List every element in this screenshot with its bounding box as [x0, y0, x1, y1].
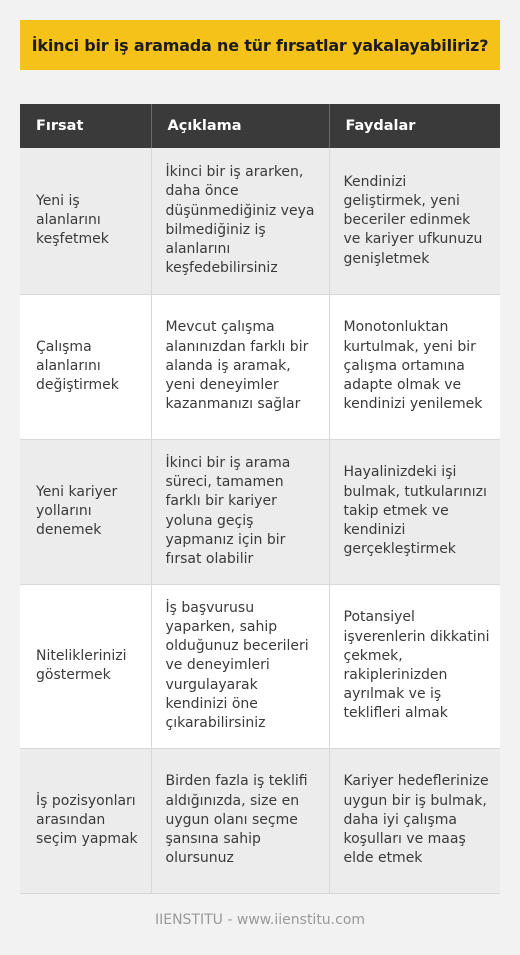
- cell-aciklama: Mevcut çalışma alanınızdan farklı bir alanda iş aramak, yeni deneyimler kazanmanızı sağlar: [151, 294, 329, 439]
- cell-faydalar: Monotonluktan kurtulmak, yeni bir çalışma ortamına adapte olmak ve kendinizi yenilemek: [329, 294, 500, 439]
- cell-faydalar: Potansiyel işverenlerin dikkatini çekmek, rakiplerinizden ayrılmak ve iş teklifleri almak: [329, 584, 500, 748]
- cell-aciklama: İkinci bir iş ararken, daha önce düşünmediğiniz veya bilmediğiniz iş alanlarını keşfedebilirsiniz: [151, 148, 329, 294]
- cell-aciklama: İkinci bir iş arama süreci, tamamen farklı bir kariyer yoluna geçiş yapmanız için bir fırsat olabilir: [151, 439, 329, 584]
- column-header-faydalar: Faydalar: [329, 104, 500, 148]
- table-header-row: [20, 104, 500, 148]
- cell-firsat: Yeni kariyer yollarını denemek: [20, 439, 151, 584]
- cell-aciklama: Birden fazla iş teklifi aldığınızda, size en uygun olanı seçme şansına sahip olursunuz: [151, 748, 329, 893]
- cell-firsat: Çalışma alanlarını değiştirmek: [20, 294, 151, 439]
- footer-credit: IIENSTITU - www.iienstitu.com: [154, 912, 366, 928]
- table-row: [20, 584, 500, 748]
- table-row: [20, 748, 500, 893]
- cell-faydalar: Hayalinizdeki işi bulmak, tutkularınızı takip etmek ve kendinizi gerçekleştirmek: [329, 439, 500, 584]
- column-header-aciklama: Açıklama: [151, 104, 329, 148]
- cell-firsat: İş pozisyonları arasından seçim yapmak: [20, 748, 151, 893]
- cell-aciklama: İş başvurusu yaparken, sahip olduğunuz becerileri ve deneyimleri vurgulayarak kendinizi öne çıkarabilirsiniz: [151, 584, 329, 748]
- page-title: İkinci bir iş aramada ne tür fırsatlar yakalayabiliriz?: [20, 20, 500, 70]
- table-row: [20, 294, 500, 439]
- cell-faydalar: Kariyer hedeflerinize uygun bir iş bulmak, daha iyi çalışma koşulları ve maaş elde etmek: [329, 748, 500, 893]
- cell-faydalar: Kendinizi geliştirmek, yeni beceriler edinmek ve kariyer ufkunuzu genişletmek: [329, 148, 500, 294]
- opportunities-table: [20, 104, 500, 894]
- table-row: [20, 439, 500, 584]
- table-row: [20, 148, 500, 294]
- cell-firsat: Niteliklerinizi göstermek: [20, 584, 151, 748]
- column-header-firsat: Fırsat: [20, 104, 151, 148]
- cell-firsat: Yeni iş alanlarını keşfetmek: [20, 148, 151, 294]
